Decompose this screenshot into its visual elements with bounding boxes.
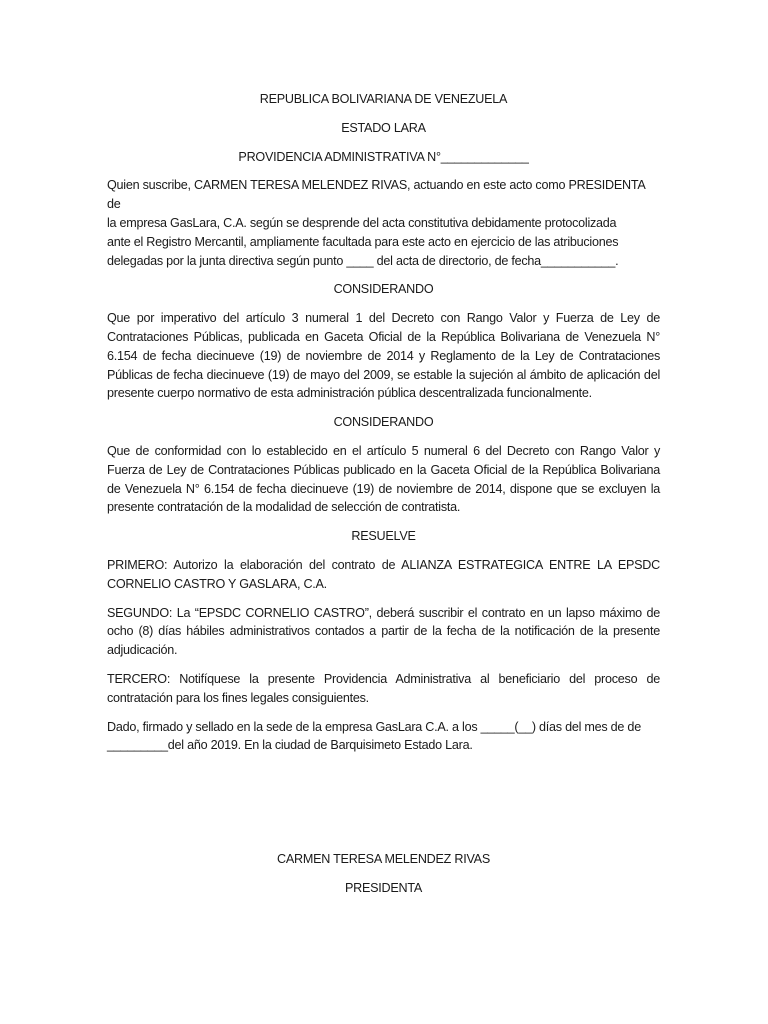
considerando-heading-2: CONSIDERANDO xyxy=(333,415,434,430)
signature-title: PRESIDENTA xyxy=(344,880,423,895)
intro-line-4: delegadas por la junta directiva según punto ____ del acta de directorio, de fecha___________. xyxy=(107,253,619,268)
resuelve-heading: RESUELVE xyxy=(351,529,416,544)
resuelve-segundo: SEGUNDO: La “EPSDC CORNELIO CASTRO”, deberá suscribir el contrato en un lapso máximo de ocho (8) días hábiles administrativos contados a partir de la fecha de la notificación de la presente adjudicación. xyxy=(107,605,660,658)
resuelve-tercero: TERCERO: Notifíquese la presente Providencia Administrativa al beneficiario del proceso de contratación para los fines legales consiguientes. xyxy=(107,671,660,705)
intro-line-3: ante el Registro Mercantil, ampliamente facultada para este acto en ejercicio de las atribuciones xyxy=(107,234,619,249)
closing-line-2: _________del año 2019. En la ciudad de Barquisimeto Estado Lara. xyxy=(107,738,473,753)
header-state: ESTADO LARA xyxy=(341,120,426,135)
closing-line-1: Dado, firmado y sellado en la sede de la empresa GasLara C.A. a los _____(__) días del mes de de xyxy=(107,719,641,734)
considerando-body-2: Que de conformidad con lo establecido en el artículo 5 numeral 6 del Decreto con Rango Valor y Fuerza de Ley de Contrataciones Públicas publicado en la Gaceta Oficial de la República Bolivariana de Venezuela N° 6.154 de fecha diecinueve (19) de noviembre de 2014, dispone que se excluyen la presente contratación de la modalidad de selección de contratista. xyxy=(107,443,660,515)
signature-name: CARMEN TERESA MELENDEZ RIVAS xyxy=(277,852,490,867)
intro-line-1: Quien suscribe, CARMEN TERESA MELENDEZ RIVAS, actuando en este acto como PRESIDENTA de xyxy=(107,178,645,212)
resuelve-primero: PRIMERO: Autorizo la elaboración del contrato de ALIANZA ESTRATEGICA ENTRE LA EPSDC CORNELIO CASTRO Y GASLARA, C.A. xyxy=(107,557,660,591)
considerando-heading-1: CONSIDERANDO xyxy=(333,282,434,297)
header-country: REPUBLICA BOLIVARIANA DE VENEZUELA xyxy=(259,92,508,106)
intro-line-2: la empresa GasLara, C.A. según se desprende del acta constitutiva debidamente protocolizada xyxy=(107,215,617,230)
header-providencia-number: PROVIDENCIA ADMINISTRATIVA N°_____________ xyxy=(238,149,529,164)
closing-paragraph xyxy=(107,718,660,756)
considerando-body-1: Que por imperativo del artículo 3 numeral 1 del Decreto con Rango Valor y Fuerza de Ley de Contrataciones Públicas, publicada en Gaceta Oficial de la República Bolivariana de Venezuela N° 6.154 de fecha diecinueve (19) de noviembre de 2014 y Reglamento de la Ley de Contrataciones Públicas de fecha diecinueve (19) de mayo del 2009, se estable la sujeción al ámbito de aplicación del presente cuerpo normativo de esta administración pública descentralizada funcionalmente. xyxy=(107,311,660,401)
intro-paragraph xyxy=(107,176,660,270)
document-page xyxy=(107,90,660,898)
